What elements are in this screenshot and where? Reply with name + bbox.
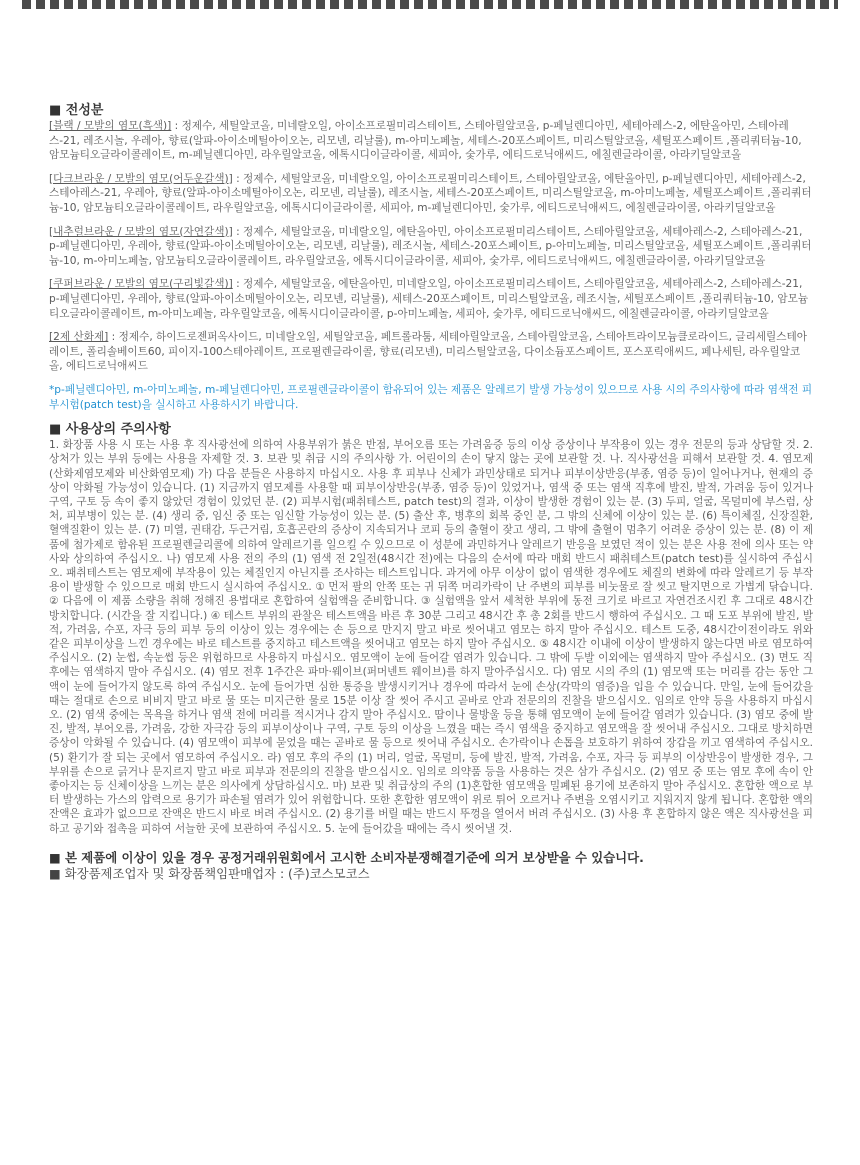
ingredients-label: [내추럴브라운 / 모발의 염모(자연갈색)]: [49, 225, 233, 238]
ingredients-text: : 정제수, 세틸알코올, 미네랄오일, 에탄올아민, 아이소프로필미리스테이트, 스테아릴알코올, 세테아레스-2, 스테아레스-21, p-페닐렌디아민, 우레아, 향료(알파-아이소메틸아이오논, 리모넨, 리날룰), 레조시놀, 세테스-20포스페이트, p-아미노페놀, 미리스틸알코올, 세틸포스페이트 ,폴리쿼터늄-10, m-아미노페놀, 암모늄티오글라이콜레이트, 라우릴알코올, 에톡시디이글라이콜, 세피아, 숯가루, 에티드로닉애씨드, 에칠렌글라이콜, 아라키딜알코올: [49, 225, 812, 267]
ingredients-copper-brown: [49, 277, 813, 321]
precautions-text: 1. 화장품 사용 시 또는 사용 후 직사광선에 의하여 사용부위가 붉은 반점, 부어오름 또는 가려움증 등의 이상 증상이나 부작용이 있는 경우 전문의 등과 상담할 것. 2. 상처가 있는 부위 등에는 사용을 자제할 것. 3. 보관 및 취급 시의 주의사항 가. 어린이의 손이 닿지 않는 곳에 보관할 것. 나. 직사광선을 피해서 보관할 것. 4. 염모제(산화제염모제와 비산화염모제) 가) 다음 분들은 사용하지 마십시오. 사용 후 피부나 신체가 과민상태로 되거나 피부이상반응(부종, 염증 등)이 일어나거나, 현재의 증상이 악화될 가능성이 있습니다. (1) 지금까지 염모제를 사용할 때 피부이상반응(부종, 염증 등)이 있었거나, 염색 중 또는 염색 직후에 발진, 발적, 가려움 등이 있거나 구역, 구토 등 속이 좋지 않았던 경험이 있었던 분. (2) 피부시험(패취테스트, patch test)의 결과, 이상이 발생한 경험이 있는 분. (3) 두피, 얼굴, 목덜미에 부스럼, 상처, 피부병이 있는 분. (4) 생리 중, 임신 중 또는 임신할 가능성이 있는 분. (5) 출산 후, 병후의 회복 중인 분, 그 밖의 신체에 이상이 있는 분. (6) 특이체질, 신장질환, 혈액질환이 있는 분. (7) 미열, 권태감, 두근거림, 호흡곤란의 증상이 지속되거나 코피 등의 출혈이 잦고 생리, 그 밖에 출혈이 멈추기 어려운 증상이 있는 분. (8) 이 제품에 첨가제로 함유된 프로필렌글리콜에 의하여 알레르기를 일으킬 수 있으므로 이 성분에 과민하거나 알레르기 반응을 보였던 적이 있는 분은 사용 전에 의사 또는 약사와 상의하여 주십시오. 나) 염모제 사용 전의 주의 (1) 염색 전 2일전(48시간 전)에는 다음의 순서에 따라 매회 반드시 패취테스트(patch test)를 실시하여 주십시오. 패취테스트는 염모제에 부작용이 있는 체질인지 아닌지를 조사하는 테스트입니다. 과거에 아무 이상이 없이 염색한 경우에도 체질의 변화에 따라 알레르기 등 부작용이 발생할 수 있으므로 매회 반드시 실시하여 주십시오. ① 먼저 팔의 안쪽 또는 귀 뒤쪽 머리카락이 난 주변의 피부를 비눗물로 잘 씻고 탈지면으로 가볍게 닦습니다. ② 다음에 이 제품 소량을 취해 정해진 용법대로 혼합하여 실험액을 준비합니다. ③ 실험액을 앞서 세척한 부위에 동전 크기로 바르고 자연건조시킨 후 그대로 48시간 방치합니다. (시간을 잘 지킵니다.) ④ 테스트 부위의 관찰은 테스트액을 바른 후 30분 그리고 48시간 후 총 2회를 반드시 행하여 주십시오. 그 때 도포 부위에 발진, 발적, 가려움, 수포, 자극 등의 피부 등의 이상이 있는 경우에는 손 등으로 만지지 말고 바로 씻어내고 염모는 하지 말아 주십시오. 테스트 도중, 48시간이전이라도 위와 같은 피부이상을 느낀 경우에는 바로 테스트를 중지하고 테스트액을 씻어내고 염모는 하지 말아 주십시오. ⑤ 48시간 이내에 이상이 발생하지 않는다면 바로 염모하여 주십시오. (2) 눈썹, 속눈썹 등은 위험하므로 사용하지 마십시오. 염모액이 눈에 들어갈 염려가 있습니다. 그 밖에 두발 이외에는 염색하지 말아 주십시오. (3) 면도 직후에는 염색하지 말아 주십시오. (4) 염모 전후 1주간은 파마·웨이브(퍼머넨트 웨이브)를 하지 말아주십시오. 다) 염모 시의 주의 (1) 염모액 또는 머리를 감는 동안 그 액이 눈에 들어가지 않도록 하여 주십시오. 눈에 들어가면 심한 통증을 발생시키거나 경우에 따라서 눈에 손상(각막의 염증)을 입을 수 있습니다. 만일, 눈에 들어갔을 때는 절대로 손으로 비비지 말고 바로 물 또는 미지근한 물로 15분 이상 잘 씻어 주시고 곧바로 안과 전문의의 진찰을 받으십시오. 임의로 안약 등을 사용하지 마십시오. (2) 염색 중에는 목욕을 하거나 염색 전에 머리를 적시거나 감지 말아 주십시오. 땀이나 물방울 등을 통해 염모액이 눈에 들어갈 염려가 있습니다. (3) 염모 중에 발진, 발적, 부어오름, 가려움, 강한 자극감 등의 피부이상이나 구역, 구토 등의 이상을 느꼈을 때는 즉시 염색을 중지하고 염모액을 잘 씻어내 주십시오. 그대로 방치하면 증상이 악화될 수 있습니다. (4) 염모액이 피부에 묻었을 때는 곧바로 물 등으로 씻어내 주십시오. 손가락이나 손톱을 보호하기 위하여 장갑을 끼고 염색하여 주십시오. (5) 환기가 잘 되는 곳에서 염모하여 주십시오. 라) 염모 후의 주의 (1) 머리, 얼굴, 목덜미, 등에 발진, 발적, 가려움, 수포, 자극 등 피부의 이상반응이 발생한 경우, 그 부위를 손으로 긁거나 문지르지 말고 바로 피부과 전문의의 진찰을 받으십시오. 임의로 의약품 등을 사용하는 것은 삼가 주십시오. (2) 염모 중 또는 염모 후에 속이 안 좋아지는 등 신체이상을 느끼는 분은 의사에게 상담하십시오. 마) 보관 및 취급상의 주의 (1)혼합한 염모액을 밀폐된 용기에 보존하지 말아 주십시오. 혼합한 액으로 부터 발생하는 가스의 압력으로 용기가 파손될 염려가 있어 위험합니다. 또한 혼합한 염모액이 위로 튀어 오르거나 주변을 오염시키고 지워지지 않게 됩니다. 혼합한 액의 잔액은 효과가 없으므로 잔액은 반드시 바로 버려 주십시오. (2) 용기를 버릴 때는 반드시 뚜껑을 열어서 버려 주십시오. (3) 사용 후 혼합하지 않은 액은 직사광선을 피하고 공기와 접촉을 피하여 서늘한 곳에 보관하여 주십시오. 5. 눈에 들어갔을 때에는 즉시 씻어낼 것.: [49, 439, 813, 835]
ingredients-natural-brown: [49, 225, 813, 269]
product-info-document: [49, 103, 813, 882]
ingredients-dark-brown: [49, 172, 813, 216]
ingredients-label: [다크브라운 / 모발의 염모(어두운갈색)]: [49, 172, 233, 185]
ingredients-text: : 정제수, 세틸알코올, 미네랄오일, 아이소프로필미리스테이트, 스테아릴알코올, p-페닐렌디아민, 세테아레스-2, 에탄올아민, 스테아레스-21, 레조시놀, 우레아, 향료(알파-아이소메틸아이오논, 리모넨, 리날룰), m-아미노페놀, 세테스-20포스페이트, 미리스틸알코올, 세틸포스페이트 ,폴리쿼터늄-10, 암모늄티오글라이콜레이트, m-페닐렌디아민, 라우릴알코올, 에톡시디이글라이콜, 세피아, 숯가루, 에티드로닉애씨드, 에칠렌글라이콜, 아라키딜알코올: [49, 120, 802, 162]
ingredients-text: : 정제수, 세틸알코올, 에탄올아민, 미네랄오일, 아이소프로필미리스테이트, 스테아릴알코올, 세테아레스-2, 스테아레스-21, p-페닐렌디아민, 우레아, 향료(알파-아이소메틸아이오논, 리모넨, 리날룰), 세테스-20포스페이트, 미리스틸알코올, 레조시놀, 세틸포스페이트 ,폴리쿼터늄-10, 암모늄티오글라이콜레이트, m-아미노페놀, 라우릴알코올, 에톡시디이글라이콜, p-아미노페놀, 세피아, 숯가루, 에티드로닉애씨드, 에칠렌글라이콜, 아라키딜알코올: [49, 278, 809, 320]
manufacturer-info: ■ 화장품제조업자 및 화장품책임판매업자 : (주)코스모코스: [49, 865, 370, 881]
ingredients-heading: ■ 전성분: [49, 103, 104, 118]
precautions-heading: ■ 사용상의 주의사항: [49, 422, 171, 438]
ingredients-label: [블랙 / 모발의 염모(흑색)]: [49, 120, 172, 132]
ingredients-black: [49, 119, 813, 163]
ingredients-text: : 정제수, 하이드로젠퍼옥사이드, 미네랄오일, 세틸알코올, 페트롤라툼, 세테아릴알코올, 스테아릴알코올, 스테아트라이모늄클로라이드, 글리세릴스테아레이트, 폴리솔베이트60, 피이지-100스테아레이트, 프로필렌글라이콜, 향료(리모넨), 미리스틸알코올, 다이소듐포스페이트, 포스포릭애씨드, 페나세틴, 라우릴알코올, 에티드로닉애씨드: [49, 331, 807, 373]
cropped-text-above: [22, 0, 838, 9]
allergy-warning: *p-페닐렌디아민, m-아미노페놀, m-페닐렌디아민, 프로필렌글라이콜이 함유되어 있는 제품은 알레르기 발생 가능성이 있으므로 사용 시의 주의사항에 따라 염색전 피부시험(patch test)을 실시하고 사용하시기 바랍니다.: [49, 383, 813, 411]
ingredients-oxidizer: [49, 330, 813, 374]
compensation-notice: ■ 본 제품에 이상이 있을 경우 공정거래위원회에서 고시한 소비자분쟁해결기준에 의거 보상받을 수 있습니다.: [49, 849, 644, 865]
ingredients-text: : 정제수, 세틸알코올, 미네랄오일, 아이소프로필미리스테이트, 스테아릴알코올, 에탄올아민, p-페닐렌디아민, 세테아레스-2, 스테아레스-21, 우레아, 향료(알파-아이소메틸아이오논, 리모넨, 리날룰), 레조시놀, 세테스-20포스페이트, 미리스틸알코올, m-아미노페놀, 세틸포스페이트 ,폴리쿼터늄-10, 암모늄티오글라이콜레이트, 라우릴알코올, 에톡시디이글라이콜, 세피아, m-페닐렌디아민, 숯가루, 에티드로닉애씨드, 에칠렌글라이콜, 아라키딜알코올: [49, 172, 812, 214]
ingredients-label: [2제 산화제]: [49, 331, 109, 344]
ingredients-label: [쿠퍼브라운 / 모발의 염모(구리빛갈색)]: [49, 278, 233, 291]
